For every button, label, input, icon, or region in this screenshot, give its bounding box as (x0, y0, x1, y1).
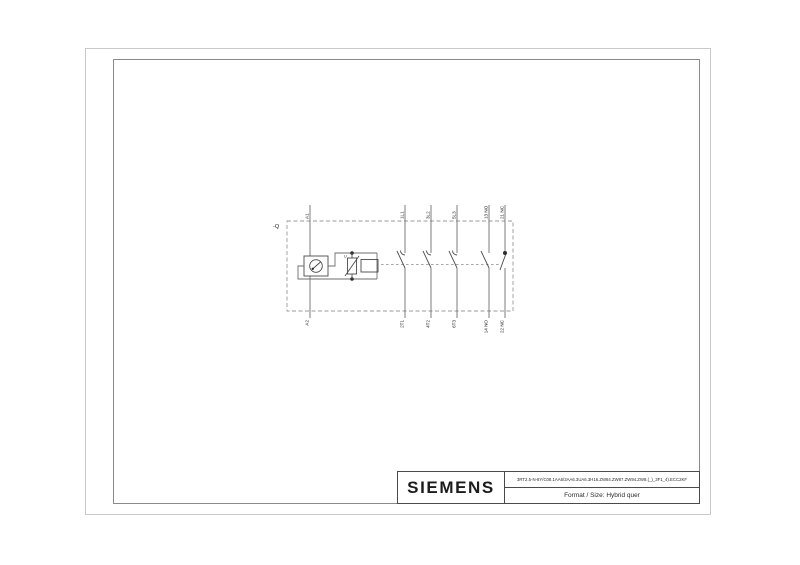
terminal-labels-bottom (305, 319, 505, 333)
format-size-label: Format / Size: Hybrid quer (564, 492, 640, 499)
contact-blade (481, 251, 489, 268)
main-contact-hook-icon (401, 251, 406, 256)
nc-contact-dot (503, 251, 507, 255)
terminal-label: 4T2 (425, 320, 431, 328)
terminal-label: A1 (304, 213, 310, 219)
terminal-label: 5L3 (451, 211, 457, 219)
contact-blade (449, 251, 457, 268)
terminal-label: 2T1 (399, 320, 405, 328)
terminal-label: 3L2 (425, 211, 431, 219)
contact-blade (500, 254, 506, 271)
coil-electronics-module (304, 256, 328, 276)
contact-blade (423, 251, 431, 268)
terminal-label: 22 NC (499, 320, 505, 334)
aux-nc-contact (500, 205, 507, 318)
part-number-list: 3RT2.5-N-8Y/C08.1AA6/3AA6.3UA6.3H16.ZW84.ZW87.ZW94.ZW8.(_)_3F1_4).ECC2KF (505, 472, 699, 488)
siemens-logo: SIEMENS (398, 472, 505, 503)
title-block-info-column (505, 472, 699, 503)
main-contact-pole-3 (449, 205, 457, 318)
title-block (397, 471, 700, 504)
aux-no-contact (481, 205, 489, 318)
main-contact-hook-icon (427, 251, 432, 256)
varistor-symbol (344, 253, 359, 279)
terminal-label: 21 NC (499, 205, 505, 219)
terminal-label: A2 (304, 320, 310, 326)
coil-symbol (361, 260, 378, 273)
terminal-label: 1L1 (399, 211, 405, 219)
main-contact-pole-1 (397, 205, 405, 318)
main-contact-pole-2 (423, 205, 431, 318)
varistor-voltage-label: U (344, 254, 347, 259)
device-designator-label: -Q (273, 224, 280, 230)
main-contact-hook-icon (453, 251, 458, 256)
terminal-label: 6T3 (451, 320, 457, 328)
terminal-label: 13 NO (483, 205, 489, 219)
contact-blade (397, 251, 405, 268)
contactor-enclosure-outline (287, 221, 513, 311)
terminal-label: 14 NO (483, 320, 489, 334)
terminal-labels-top (305, 205, 505, 219)
